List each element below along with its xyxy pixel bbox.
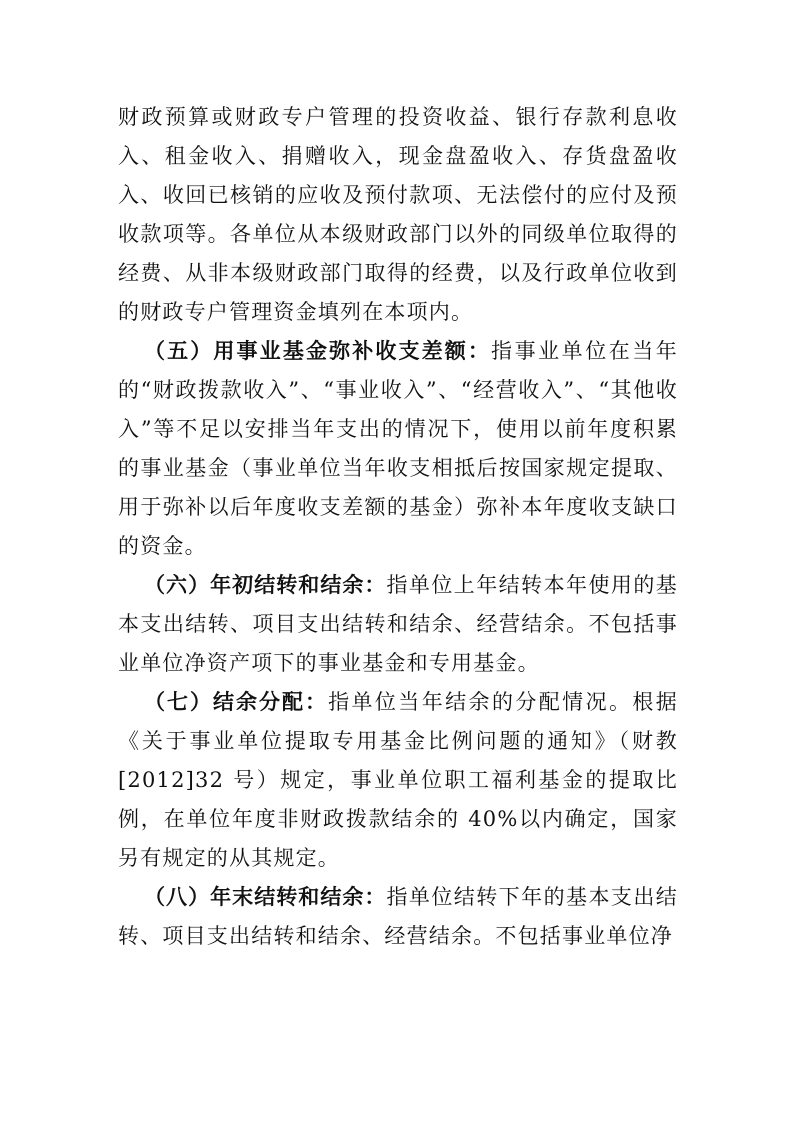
paragraph-ending-balance [118, 878, 678, 956]
paragraph-income-continued [118, 98, 678, 332]
section-heading-7: （七）结余分配： [144, 690, 329, 714]
paragraph-body: 指单位当年结余的分配情况。根据《关于事业单位提取专用基金比例问题的通知》（财教[2012]32 号）规定，事业单位职工福利基金的提取比例，在单位年度非财政拨款结余的 40%以内确定，国家另有规定的从其规定。 [118, 690, 679, 870]
paragraph-beginning-balance [118, 566, 678, 683]
section-heading-8: （八）年末结转和结余： [144, 885, 387, 909]
section-heading-5: （五）用事业基金弥补收支差额： [144, 339, 492, 363]
paragraph-body: 财政预算或财政专户管理的投资收益、银行存款利息收入、租金收入、捐赠收入，现金盘盈收入、存货盘盈收入、收回已核销的应收及预付款项、无法偿付的应付及预收款项等。各单位从本级财政部门以外的同级单位取得的经费、从非本级财政部门取得的经费，以及行政单位收到的财政专户管理资金填列在本项内。 [118, 105, 678, 324]
paragraph-surplus-distribution [118, 683, 678, 878]
section-heading-6: （六）年初结转和结余： [144, 573, 387, 597]
paragraph-body: 指事业单位在当年的“财政拨款收入”、“事业收入”、“经营收入”、“其他收入”等不足以安排当年支出的情况下，使用以前年度积累的事业基金（事业单位当年收支相抵后按国家规定提取、用于弥补以后年度收支差额的基金）弥补本年度收支缺口的资金。 [118, 339, 678, 558]
document-body [118, 98, 678, 956]
paragraph-body: 指单位结转下年的基本支出结转、项目支出结转和结余、经营结余。不包括事业单位净 [118, 885, 678, 948]
paragraph-body: 指单位上年结转本年使用的基本支出结转、项目支出结转和结余、经营结余。不包括事业单位净资产项下的事业基金和专用基金。 [118, 573, 678, 675]
paragraph-business-fund [118, 332, 678, 566]
